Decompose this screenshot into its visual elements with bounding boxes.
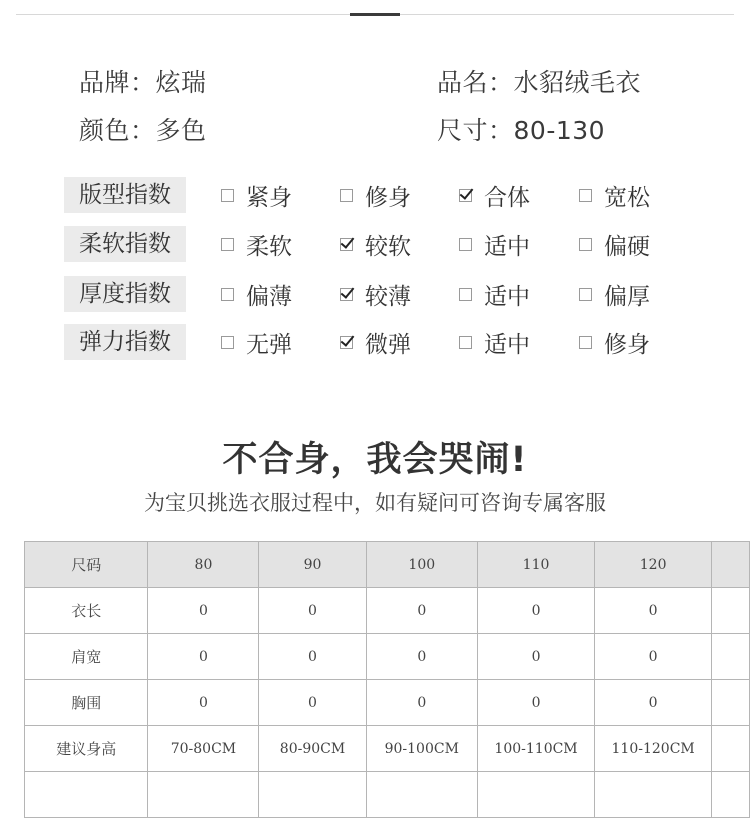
table-cell: 110-120CM: [595, 726, 712, 772]
index-option: [221, 279, 292, 309]
table-header-cell: [712, 542, 750, 588]
table-cell: [712, 772, 750, 818]
checked-checkbox-icon: [459, 189, 472, 202]
brand-label: 品牌：: [79, 68, 156, 97]
product-name-info: [437, 63, 641, 99]
color-value: 多色: [155, 116, 207, 145]
index-option-label: 偏薄: [246, 283, 292, 310]
table-row: [25, 726, 750, 772]
table-header-cell: 80: [148, 542, 259, 588]
checkbox-icon: [579, 336, 592, 349]
checkbox-icon: [459, 288, 472, 301]
brand-info: [79, 63, 207, 99]
table-cell: 建议身高: [25, 726, 148, 772]
index-option-label: 偏硬: [604, 233, 650, 260]
checkbox-icon: [221, 336, 234, 349]
product-name-value: 水貂绒毛衣: [513, 68, 642, 97]
table-cell: [259, 772, 366, 818]
table-cell: [712, 726, 750, 772]
table-cell: 0: [478, 588, 595, 634]
table-cell: 0: [259, 634, 366, 680]
index-option-label: 柔软: [246, 233, 292, 260]
table-cell: 0: [366, 634, 477, 680]
index-option-label: 紧身: [246, 184, 292, 211]
table-cell: 0: [595, 634, 712, 680]
size-label: 尺寸：: [437, 116, 514, 145]
index-label: 柔软指数: [64, 226, 186, 262]
brand-value: 炫瑞: [155, 68, 207, 97]
table-cell: [595, 772, 712, 818]
table-cell: [366, 772, 477, 818]
table-cell: [148, 772, 259, 818]
index-option: [459, 279, 530, 309]
table-row: [25, 680, 750, 726]
active-tab-indicator: [350, 13, 400, 16]
checkbox-icon: [579, 189, 592, 202]
index-option-label: 适中: [484, 233, 530, 260]
index-option: [340, 229, 411, 259]
table-cell: 0: [478, 634, 595, 680]
table-cell: [712, 588, 750, 634]
index-option: [221, 229, 292, 259]
index-label: 厚度指数: [64, 276, 186, 312]
table-cell: 0: [148, 588, 259, 634]
table-cell: 0: [366, 680, 477, 726]
index-option: [221, 180, 292, 210]
table-cell: [712, 634, 750, 680]
index-option-label: 适中: [484, 331, 530, 358]
table-header-cell: 90: [259, 542, 366, 588]
table-cell: [25, 772, 148, 818]
index-option-label: 适中: [484, 283, 530, 310]
index-option-label: 无弹: [246, 331, 292, 358]
table-cell: 0: [148, 634, 259, 680]
index-option: [340, 279, 411, 309]
table-cell: 0: [366, 588, 477, 634]
index-option: [221, 327, 292, 357]
table-cell: 胸围: [25, 680, 148, 726]
table-cell: 衣长: [25, 588, 148, 634]
size-info: [437, 111, 605, 147]
table-header-cell: 120: [595, 542, 712, 588]
color-info: [79, 111, 207, 147]
table-cell: 100-110CM: [478, 726, 595, 772]
index-label: 版型指数: [64, 177, 186, 213]
table-cell: 80-90CM: [259, 726, 366, 772]
checkbox-icon: [579, 238, 592, 251]
checkbox-icon: [221, 238, 234, 251]
index-option: [459, 180, 530, 210]
index-option-label: 较薄: [365, 283, 411, 310]
checked-checkbox-icon: [340, 336, 353, 349]
checked-checkbox-icon: [340, 238, 353, 251]
index-option-label: 合体: [484, 184, 530, 211]
index-option: [459, 229, 530, 259]
table-cell: 0: [148, 680, 259, 726]
index-option: [579, 229, 650, 259]
table-cell: [712, 680, 750, 726]
index-option-label: 修身: [604, 331, 650, 358]
table-cell: 70-80CM: [148, 726, 259, 772]
index-option-label: 宽松: [604, 184, 650, 211]
table-row: [25, 634, 750, 680]
index-option-label: 微弹: [365, 331, 411, 358]
index-option-label: 修身: [365, 184, 411, 211]
checkbox-icon: [459, 238, 472, 251]
table-header-cell: 100: [366, 542, 477, 588]
table-header-cell: 110: [478, 542, 595, 588]
index-option-label: 偏厚: [604, 283, 650, 310]
index-label: 弹力指数: [64, 324, 186, 360]
index-option: [579, 180, 650, 210]
table-cell: 0: [259, 680, 366, 726]
index-option-label: 较软: [365, 233, 411, 260]
table-cell: 0: [595, 588, 712, 634]
table-cell: 0: [478, 680, 595, 726]
index-option: [579, 279, 650, 309]
color-label: 颜色：: [79, 116, 156, 145]
checkbox-icon: [340, 189, 353, 202]
table-row: [25, 588, 750, 634]
index-option: [459, 327, 530, 357]
headline: 不合身，我会哭闹!: [222, 440, 528, 480]
table-cell: [478, 772, 595, 818]
table-row: [25, 772, 750, 818]
index-option: [579, 327, 650, 357]
subline: 为宝贝挑选衣服过程中，如有疑问可咨询专属客服: [144, 491, 606, 515]
index-option: [340, 327, 411, 357]
table-cell: 0: [259, 588, 366, 634]
checkbox-icon: [221, 288, 234, 301]
table-cell: 肩宽: [25, 634, 148, 680]
index-option: [340, 180, 411, 210]
table-header-row: [25, 542, 750, 588]
checkbox-icon: [459, 336, 472, 349]
size-value: 80-130: [513, 116, 606, 145]
checkbox-icon: [221, 189, 234, 202]
product-name-label: 品名：: [437, 68, 514, 97]
checked-checkbox-icon: [340, 288, 353, 301]
table-cell: 90-100CM: [366, 726, 477, 772]
checkbox-icon: [579, 288, 592, 301]
size-chart-table: [24, 541, 750, 818]
table-cell: 0: [595, 680, 712, 726]
table-header-cell: 尺码: [25, 542, 148, 588]
